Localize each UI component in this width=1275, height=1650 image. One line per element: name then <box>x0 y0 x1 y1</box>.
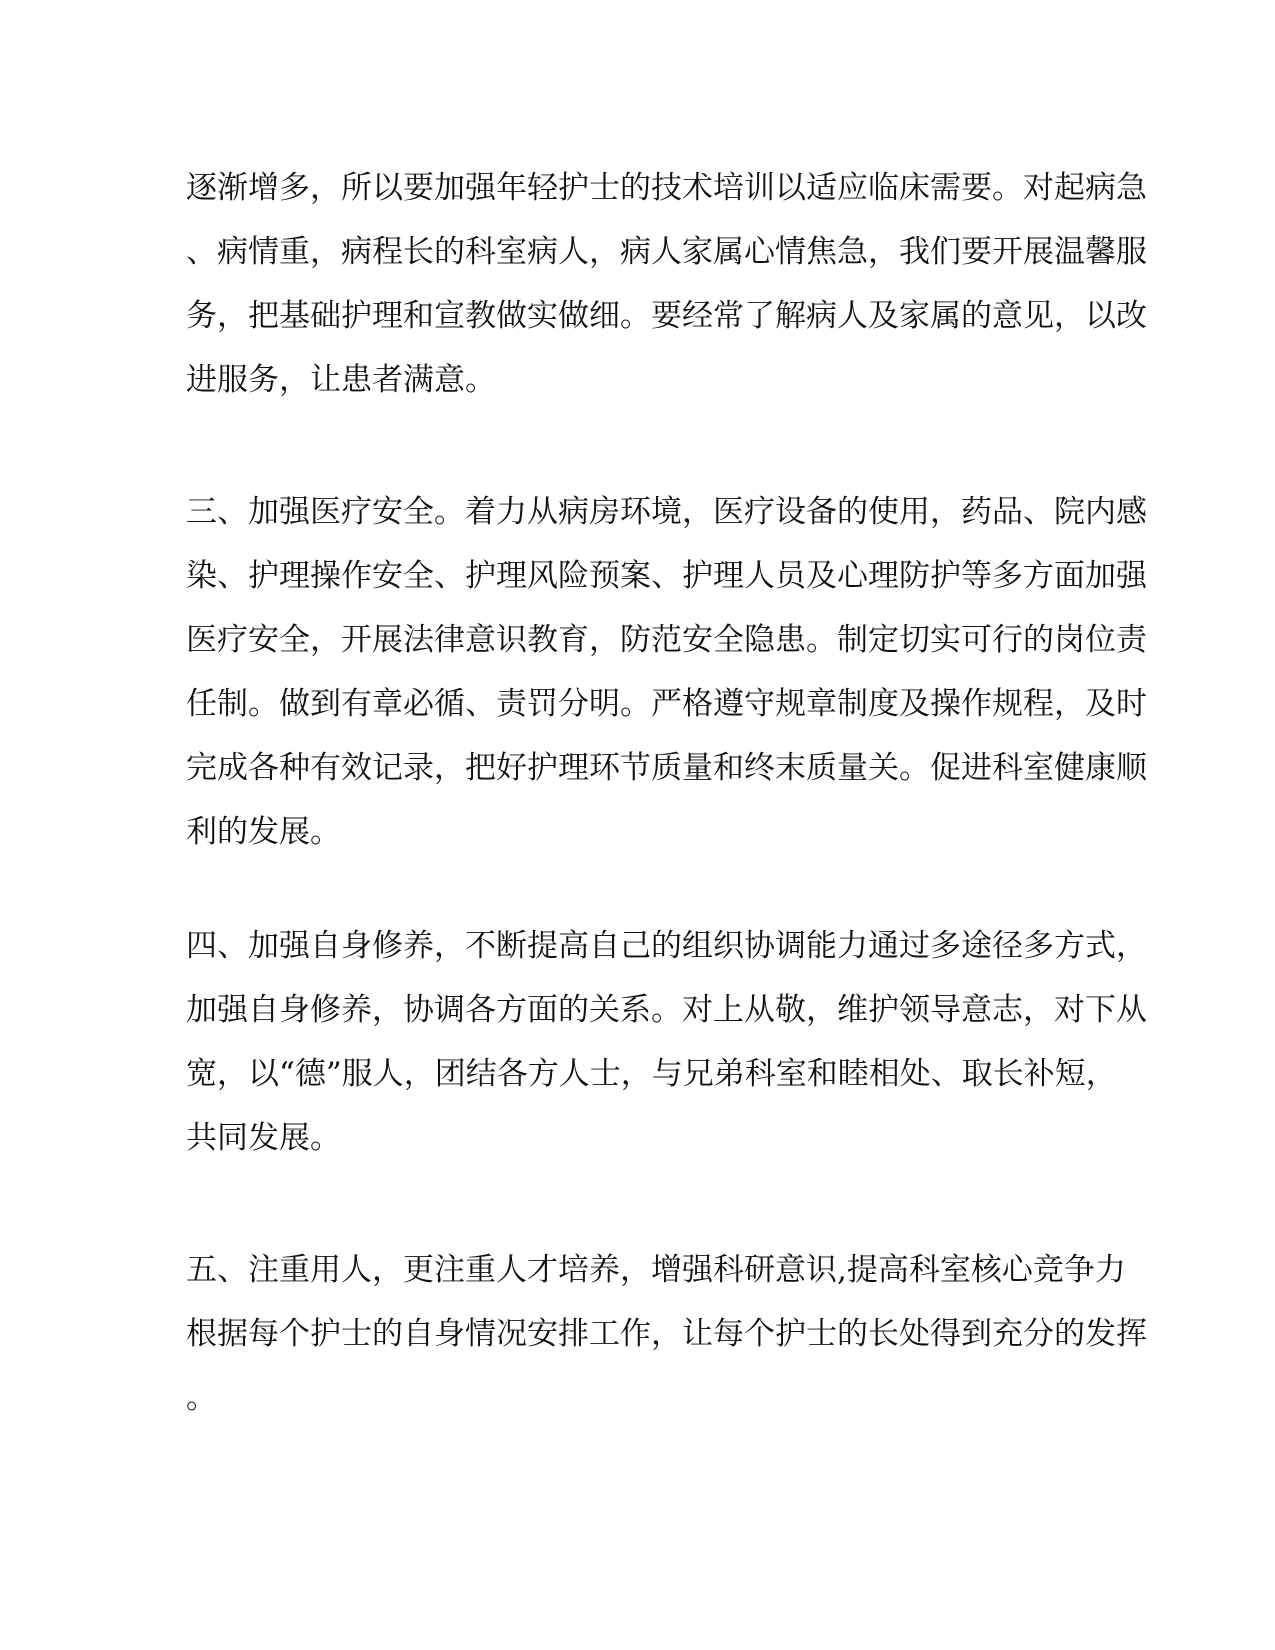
text-line: 。 <box>186 1380 217 1416</box>
text-line: 加强自身修养，协调各方面的关系。对上从敬，维护领导意志，对下从 <box>186 992 1147 1028</box>
text-line: 医疗安全，开展法律意识教育，防范安全隐患。制定切实可行的岗位责 <box>186 622 1147 658</box>
text-line: 完成各种有效记录，把好护理环节质量和终末质量关。促进科室健康顺 <box>186 750 1147 786</box>
paragraph-talent-development <box>186 1238 1147 1430</box>
text-line: 逐渐增多，所以要加强年轻护士的技术培训以适应临床需要。对起病急 <box>186 170 1147 206</box>
paragraph-self-cultivation <box>186 914 1147 1170</box>
text-line: 务，把基础护理和宣教做实做细。要经常了解病人及家属的意见，以改 <box>186 298 1147 334</box>
text-line: 利的发展。 <box>186 814 341 850</box>
text-line: 共同发展。 <box>186 1120 341 1156</box>
text-line: 三、加强医疗安全。着力从病房环境，医疗设备的使用，药品、院内感 <box>186 494 1147 530</box>
text-line: 染、护理操作安全、护理风险预案、护理人员及心理防护等多方面加强 <box>186 558 1147 594</box>
text-line: 任制。做到有章必循、责罚分明。严格遵守规章制度及操作规程，及时 <box>186 686 1147 722</box>
text-line: 、病情重，病程长的科室病人，病人家属心情焦急，我们要开展温馨服 <box>186 234 1147 270</box>
text-line: 根据每个护士的自身情况安排工作，让每个护士的长处得到充分的发挥 <box>186 1316 1147 1352</box>
paragraph-nursing-training <box>186 156 1147 412</box>
paragraph-medical-safety <box>186 480 1147 864</box>
text-line: 四、加强自身修养，不断提高自己的组织协调能力通过多途径多方式， <box>186 928 1147 964</box>
text-line: 进服务，让患者满意。 <box>186 362 496 398</box>
text-line: 五、注重用人，更注重人才培养，增强科研意识,提高科室核心竞争力 <box>186 1252 1126 1288</box>
text-line: 宽，以“德”服人，团结各方人士，与兄弟科室和睦相处、取长补短， <box>186 1056 1117 1092</box>
